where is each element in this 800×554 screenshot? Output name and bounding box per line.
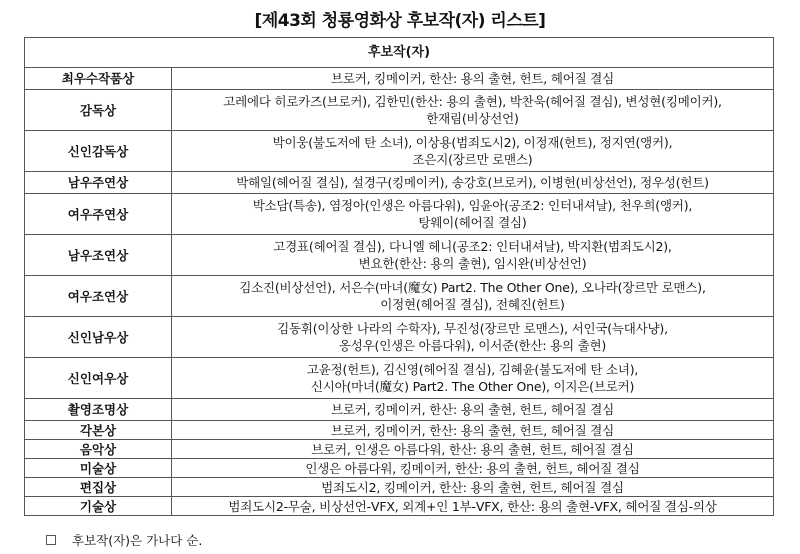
nominee-table — [24, 37, 774, 516]
category-cell: 편집상 — [25, 478, 172, 497]
nominees-cell: 인생은 아름다워, 킹메이커, 한산: 용의 출현, 헌트, 헤어질 결심 — [172, 459, 774, 478]
table-row — [25, 440, 774, 459]
nominees-cell: 범죄도시2, 킹메이커, 한산: 용의 출현, 헌트, 헤어질 결심 — [172, 478, 774, 497]
nominees-cell: 브로커, 인생은 아름다워, 한산: 용의 출현, 헌트, 헤어질 결심 — [172, 440, 774, 459]
category-cell: 신인감독상 — [25, 131, 172, 172]
table-row — [25, 459, 774, 478]
category-cell: 남우조연상 — [25, 235, 172, 276]
nominees-cell: 고레에다 히로카즈(브로커), 김한민(한산: 용의 출현), 박찬욱(헤어질 결심), 변성현(킹메이커), 한재림(비상선언) — [172, 90, 774, 131]
category-cell: 신인여우상 — [25, 358, 172, 399]
category-cell: 여우조연상 — [25, 276, 172, 317]
nominees-cell: 고윤정(헌트), 김신영(헤어질 결심), 김혜윤(불도저에 탄 소녀), 신시아(마녀(魔女) Part2. The Other One), 이지은(브로커) — [172, 358, 774, 399]
document-title: [제43회 청룡영화상 후보작(자) 리스트] — [254, 11, 546, 31]
table-row — [25, 276, 774, 317]
category-cell: 감독상 — [25, 90, 172, 131]
table-row — [25, 172, 774, 194]
table-row — [25, 358, 774, 399]
checkbox-square-icon — [46, 535, 56, 545]
table-row — [25, 194, 774, 235]
category-cell: 음악상 — [25, 440, 172, 459]
category-cell: 남우주연상 — [25, 172, 172, 194]
nominees-cell: 브로커, 킹메이커, 한산: 용의 출현, 헌트, 헤어질 결심 — [172, 421, 774, 440]
nominees-cell: 박이웅(불도저에 탄 소녀), 이상용(범죄도시2), 이정재(헌트), 정지연(앵커), 조은지(장르만 로맨스) — [172, 131, 774, 172]
table-header-row — [25, 38, 774, 68]
nominees-cell: 범죄도시2-무술, 비상선언-VFX, 외계+인 1부-VFX, 한산: 용의 출현-VFX, 헤어질 결심-의상 — [172, 497, 774, 516]
table-row — [25, 131, 774, 172]
nominees-cell: 김소진(비상선언), 서은수(마녀(魔女) Part2. The Other One), 오나라(장르만 로맨스), 이정현(헤어질 결심), 전혜진(헌트) — [172, 276, 774, 317]
table-row — [25, 421, 774, 440]
table-row — [25, 497, 774, 516]
category-cell: 여우주연상 — [25, 194, 172, 235]
category-cell: 신인남우상 — [25, 317, 172, 358]
category-cell: 기술상 — [25, 497, 172, 516]
table-row — [25, 478, 774, 497]
table-row — [25, 235, 774, 276]
table-row — [25, 399, 774, 421]
category-cell: 최우수작품상 — [25, 68, 172, 90]
footnote — [46, 531, 202, 549]
table-row — [25, 90, 774, 131]
nominees-cell: 박해일(헤어질 결심), 설경구(킹메이커), 송강호(브로커), 이병헌(비상선언), 정우성(헌트) — [172, 172, 774, 194]
category-cell: 촬영조명상 — [25, 399, 172, 421]
table-row — [25, 317, 774, 358]
category-cell: 미술상 — [25, 459, 172, 478]
nominees-cell: 브로커, 킹메이커, 한산: 용의 출현, 헌트, 헤어질 결심 — [172, 68, 774, 90]
table-row — [25, 68, 774, 90]
nominees-cell: 박소담(특송), 염정아(인생은 아름다워), 임윤아(공조2: 인터내셔날), 천우희(앵커), 탕웨이(헤어질 결심) — [172, 194, 774, 235]
nominees-cell: 고경표(헤어질 결심), 다니엘 헤니(공조2: 인터내셔날), 박지환(범죄도시2), 변요한(한산: 용의 출현), 임시완(비상선언) — [172, 235, 774, 276]
nominees-cell: 김동휘(이상한 나라의 수학자), 무진성(장르만 로맨스), 서인국(늑대사냥), 옹성우(인생은 아름다워), 이서준(한산: 용의 출현) — [172, 317, 774, 358]
table-header: 후보작(자) — [25, 38, 774, 68]
nominees-cell: 브로커, 킹메이커, 한산: 용의 출현, 헌트, 헤어질 결심 — [172, 399, 774, 421]
category-cell: 각본상 — [25, 421, 172, 440]
footnote-text: 후보작(자)은 가나다 순. — [72, 533, 203, 548]
